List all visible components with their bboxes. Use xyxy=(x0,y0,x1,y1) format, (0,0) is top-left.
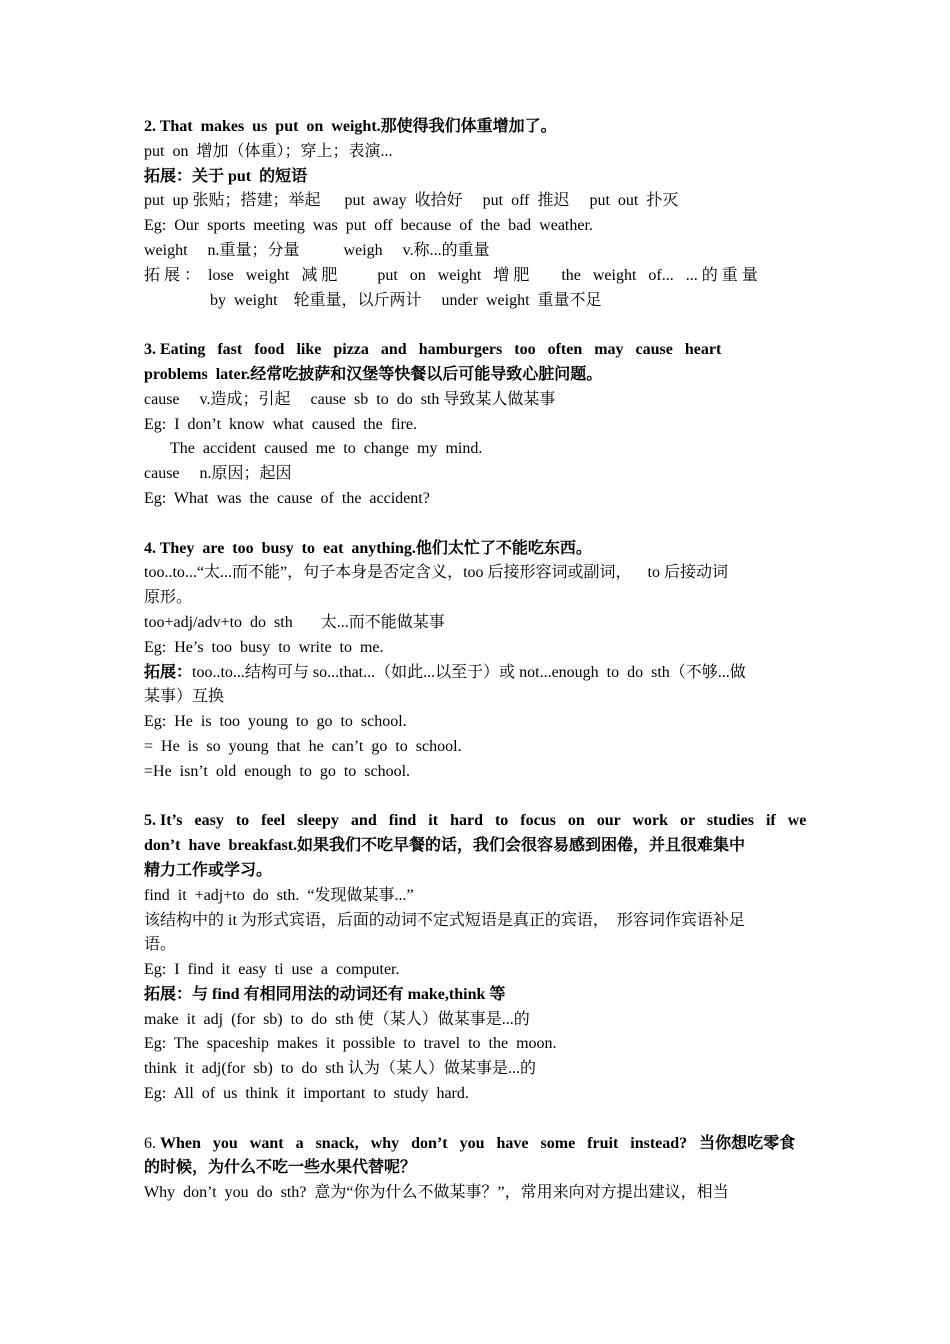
text-line: 原形。 xyxy=(144,589,193,607)
extension-line xyxy=(144,661,806,686)
example-line: Eg: The spaceship makes it possible to travel to the moon. xyxy=(144,1035,557,1053)
text-line: put on 增加（体重）；穿上；表演... xyxy=(144,142,393,160)
extension-text: too..to...结构可与 so...that...（如此...以至于）或 not...enough to do sth（不够...做 xyxy=(192,663,746,681)
example-line: Eg: All of us think it important to study hard. xyxy=(144,1085,469,1103)
text-line: think it adj(for sb) to do sth 认为（某人）做某事是...的 xyxy=(144,1060,536,1078)
section-5-heading-cont: 精力工作或学习。 xyxy=(144,861,273,879)
spacer xyxy=(144,1107,806,1132)
text-line: by weight 轮重量，以斤两计 under weight 重量不足 xyxy=(210,291,602,309)
text-line: 拓 展 ： lose weight 减 肥 put on weight 增 肥 the weight of... ... 的 重 量 xyxy=(144,266,758,284)
text-line: put up 张贴；搭建；举起 put away 收拾好 put off 推迟 put out 扑灭 xyxy=(144,192,679,210)
section-6-number: 6. xyxy=(144,1134,160,1152)
example-line: Eg: He is too young to go to school. xyxy=(144,713,407,731)
spacer xyxy=(144,785,806,810)
spacer xyxy=(144,512,806,537)
section-3-heading-cont: problems later.经常吃披萨和汉堡等快餐以后可能导致心脏问题。 xyxy=(144,365,603,383)
text-line: 某事）互换 xyxy=(144,688,225,706)
extension-heading: 拓展：关于 put 的短语 xyxy=(144,167,308,185)
text-line: cause n.原因；起因 xyxy=(144,465,292,483)
example-line: = He is so young that he can’t go to school. xyxy=(144,737,462,755)
section-5-heading-cont: don’t have breakfast.如果我们不吃早餐的话，我们会很容易感到困倦，并且很难集中 xyxy=(144,837,746,855)
text-line: find it +adj+to do sth. “发现做某事...” xyxy=(144,886,414,904)
section-6-heading-cont: 的时候，为什么不吃一些水果代替呢？ xyxy=(144,1159,417,1177)
extension-label: 拓展： xyxy=(144,663,193,681)
example-line: The accident caused me to change my mind. xyxy=(170,440,483,458)
example-line: Eg: He’s too busy to write to me. xyxy=(144,638,384,656)
example-line: Eg: I don’t know what caused the fire. xyxy=(144,415,417,433)
section-6-title: When you want a snack, why don’t you have some fruit instead? 当你想吃零食 xyxy=(160,1134,796,1152)
text-line: weight n.重量；分量 weigh v.称...的重量 xyxy=(144,241,490,259)
section-2-heading: 2. That makes us put on weight.那使得我们体重增加了。 xyxy=(144,118,557,135)
section-6-heading xyxy=(144,1132,806,1157)
section-4-heading: 4. They are too busy to eat anything.他们太忙了不能吃东西。 xyxy=(144,539,592,557)
section-5-heading: 5. It’s easy to feel sleepy and find it hard to focus on our work or studies if we xyxy=(144,812,806,830)
text-line: 语。 xyxy=(144,936,177,954)
document-content xyxy=(144,115,806,1206)
section-3-heading: 3. Eating fast food like pizza and hamburgers too often may cause heart xyxy=(144,341,722,359)
example-line: Eg: Our sports meeting was put off because of the bad weather. xyxy=(144,217,593,235)
text-line: Why don’t you do sth? 意为“你为什么不做某事？”，常用来向对方提出建议，相当 xyxy=(144,1184,729,1202)
text-line: 该结构中的 it 为形式宾语，后面的动词不定式短语是真正的宾语， 形容词作宾语补足 xyxy=(144,911,745,929)
example-line: Eg: I find it easy ti use a computer. xyxy=(144,961,400,979)
text-line: make it adj (for sb) to do sth 使（某人）做某事是...的 xyxy=(144,1010,530,1028)
text-line: cause v.造成；引起 cause sb to do sth 导致某人做某事 xyxy=(144,390,556,408)
text-line: too+adj/adv+to do sth 太...而不能做某事 xyxy=(144,613,445,631)
spacer xyxy=(144,313,806,338)
extension-heading: 拓展：与 find 有相同用法的动词还有 make,think 等 xyxy=(144,985,506,1003)
example-line: Eg: What was the cause of the accident? xyxy=(144,489,430,507)
text-line: too..to...“太...而不能”，句子本身是否定含义，too 后接形容词或副词， to 后接动词 xyxy=(144,564,728,582)
example-line: =He isn’t old enough to go to school. xyxy=(144,762,411,780)
